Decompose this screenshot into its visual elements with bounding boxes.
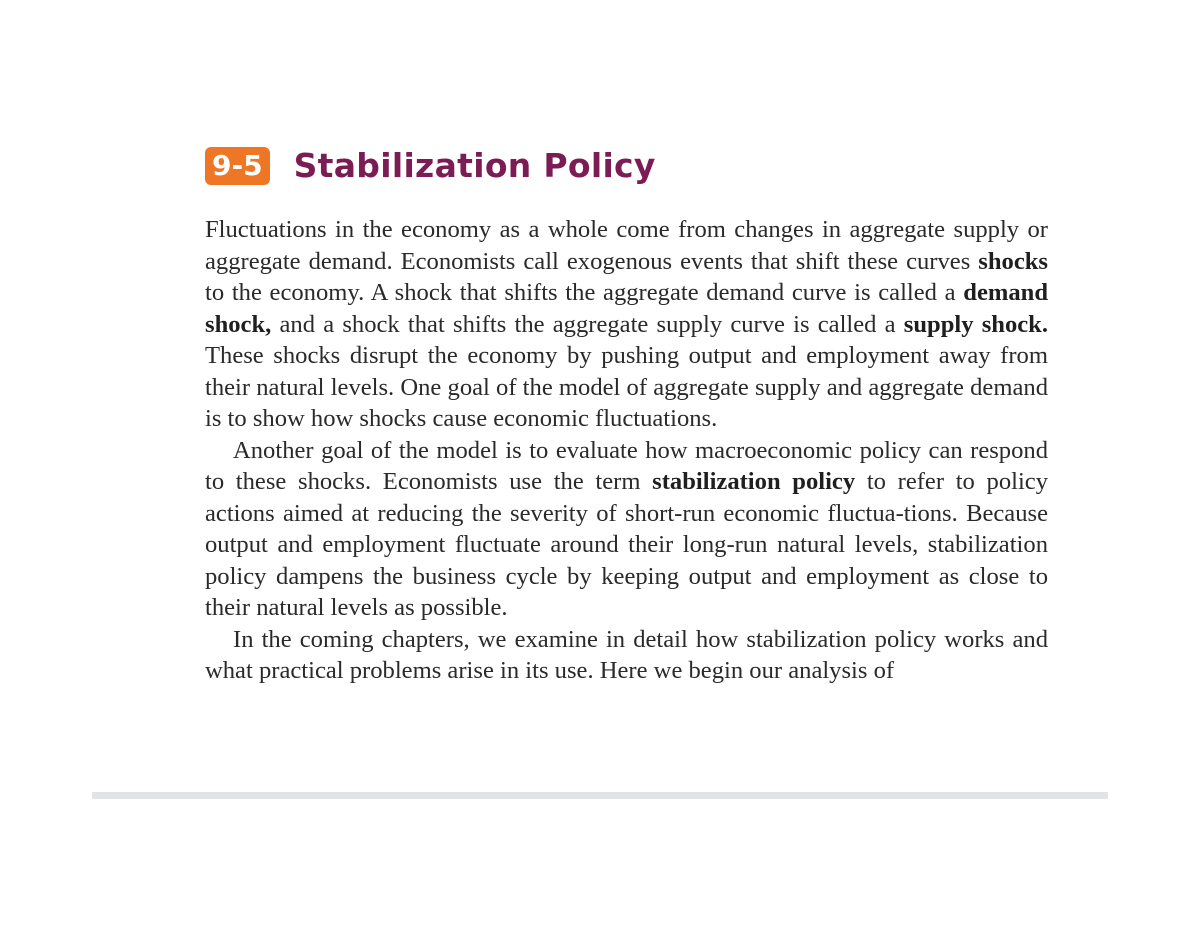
paragraph-text: Another goal of the model is to evaluate how macroeconomic policy can respond to these shocks. Economists use the term: [205, 436, 1048, 495]
key-term-demand-shock: demand shock,: [205, 279, 1048, 338]
section-number-badge: 9-5: [205, 147, 270, 185]
section-header: [205, 146, 656, 186]
paragraph-text: to refer to policy actions aimed at reducing the severity of short-run economic fluctua-tions. Because output and employment fluctuate around their long-run natural levels, stabilization policy dampens the business cycle by keeping output and employment as close to their natural levels as possible.: [205, 468, 1048, 621]
paragraph-text: In the coming chapters, we examine in detail how stabilization policy works and what practical problems arise in its use. Here we begin our analysis of: [205, 625, 1048, 684]
section-title: Stabilization Policy: [293, 146, 656, 185]
paragraph-1: [205, 214, 1048, 435]
key-term-shocks: shocks: [978, 247, 1048, 275]
paragraph-text: These shocks disrupt the economy by pushing output and employment away from their natural levels. One goal of the model of aggregate supply and aggregate demand is to show how shocks cause economic fluctuations.: [205, 342, 1048, 432]
key-term-stabilization-policy: stabilization policy: [652, 468, 856, 495]
paragraph-3: [205, 624, 1048, 687]
paragraph-text: to the economy. A shock that shifts the aggregate demand curve is called a: [205, 279, 964, 306]
body-text: [205, 214, 1048, 687]
key-term-supply-shock: supply shock.: [903, 310, 1049, 338]
paragraph-text: and a shock that shifts the aggregate supply curve is called a: [271, 310, 904, 338]
paragraph-text: Fluctuations in the economy as a whole come from changes in aggregate supply or aggregate demand. Economists call exogenous events that shift these curves: [205, 216, 1048, 275]
page-bottom-divider: [92, 792, 1108, 799]
paragraph-2: [205, 435, 1048, 624]
